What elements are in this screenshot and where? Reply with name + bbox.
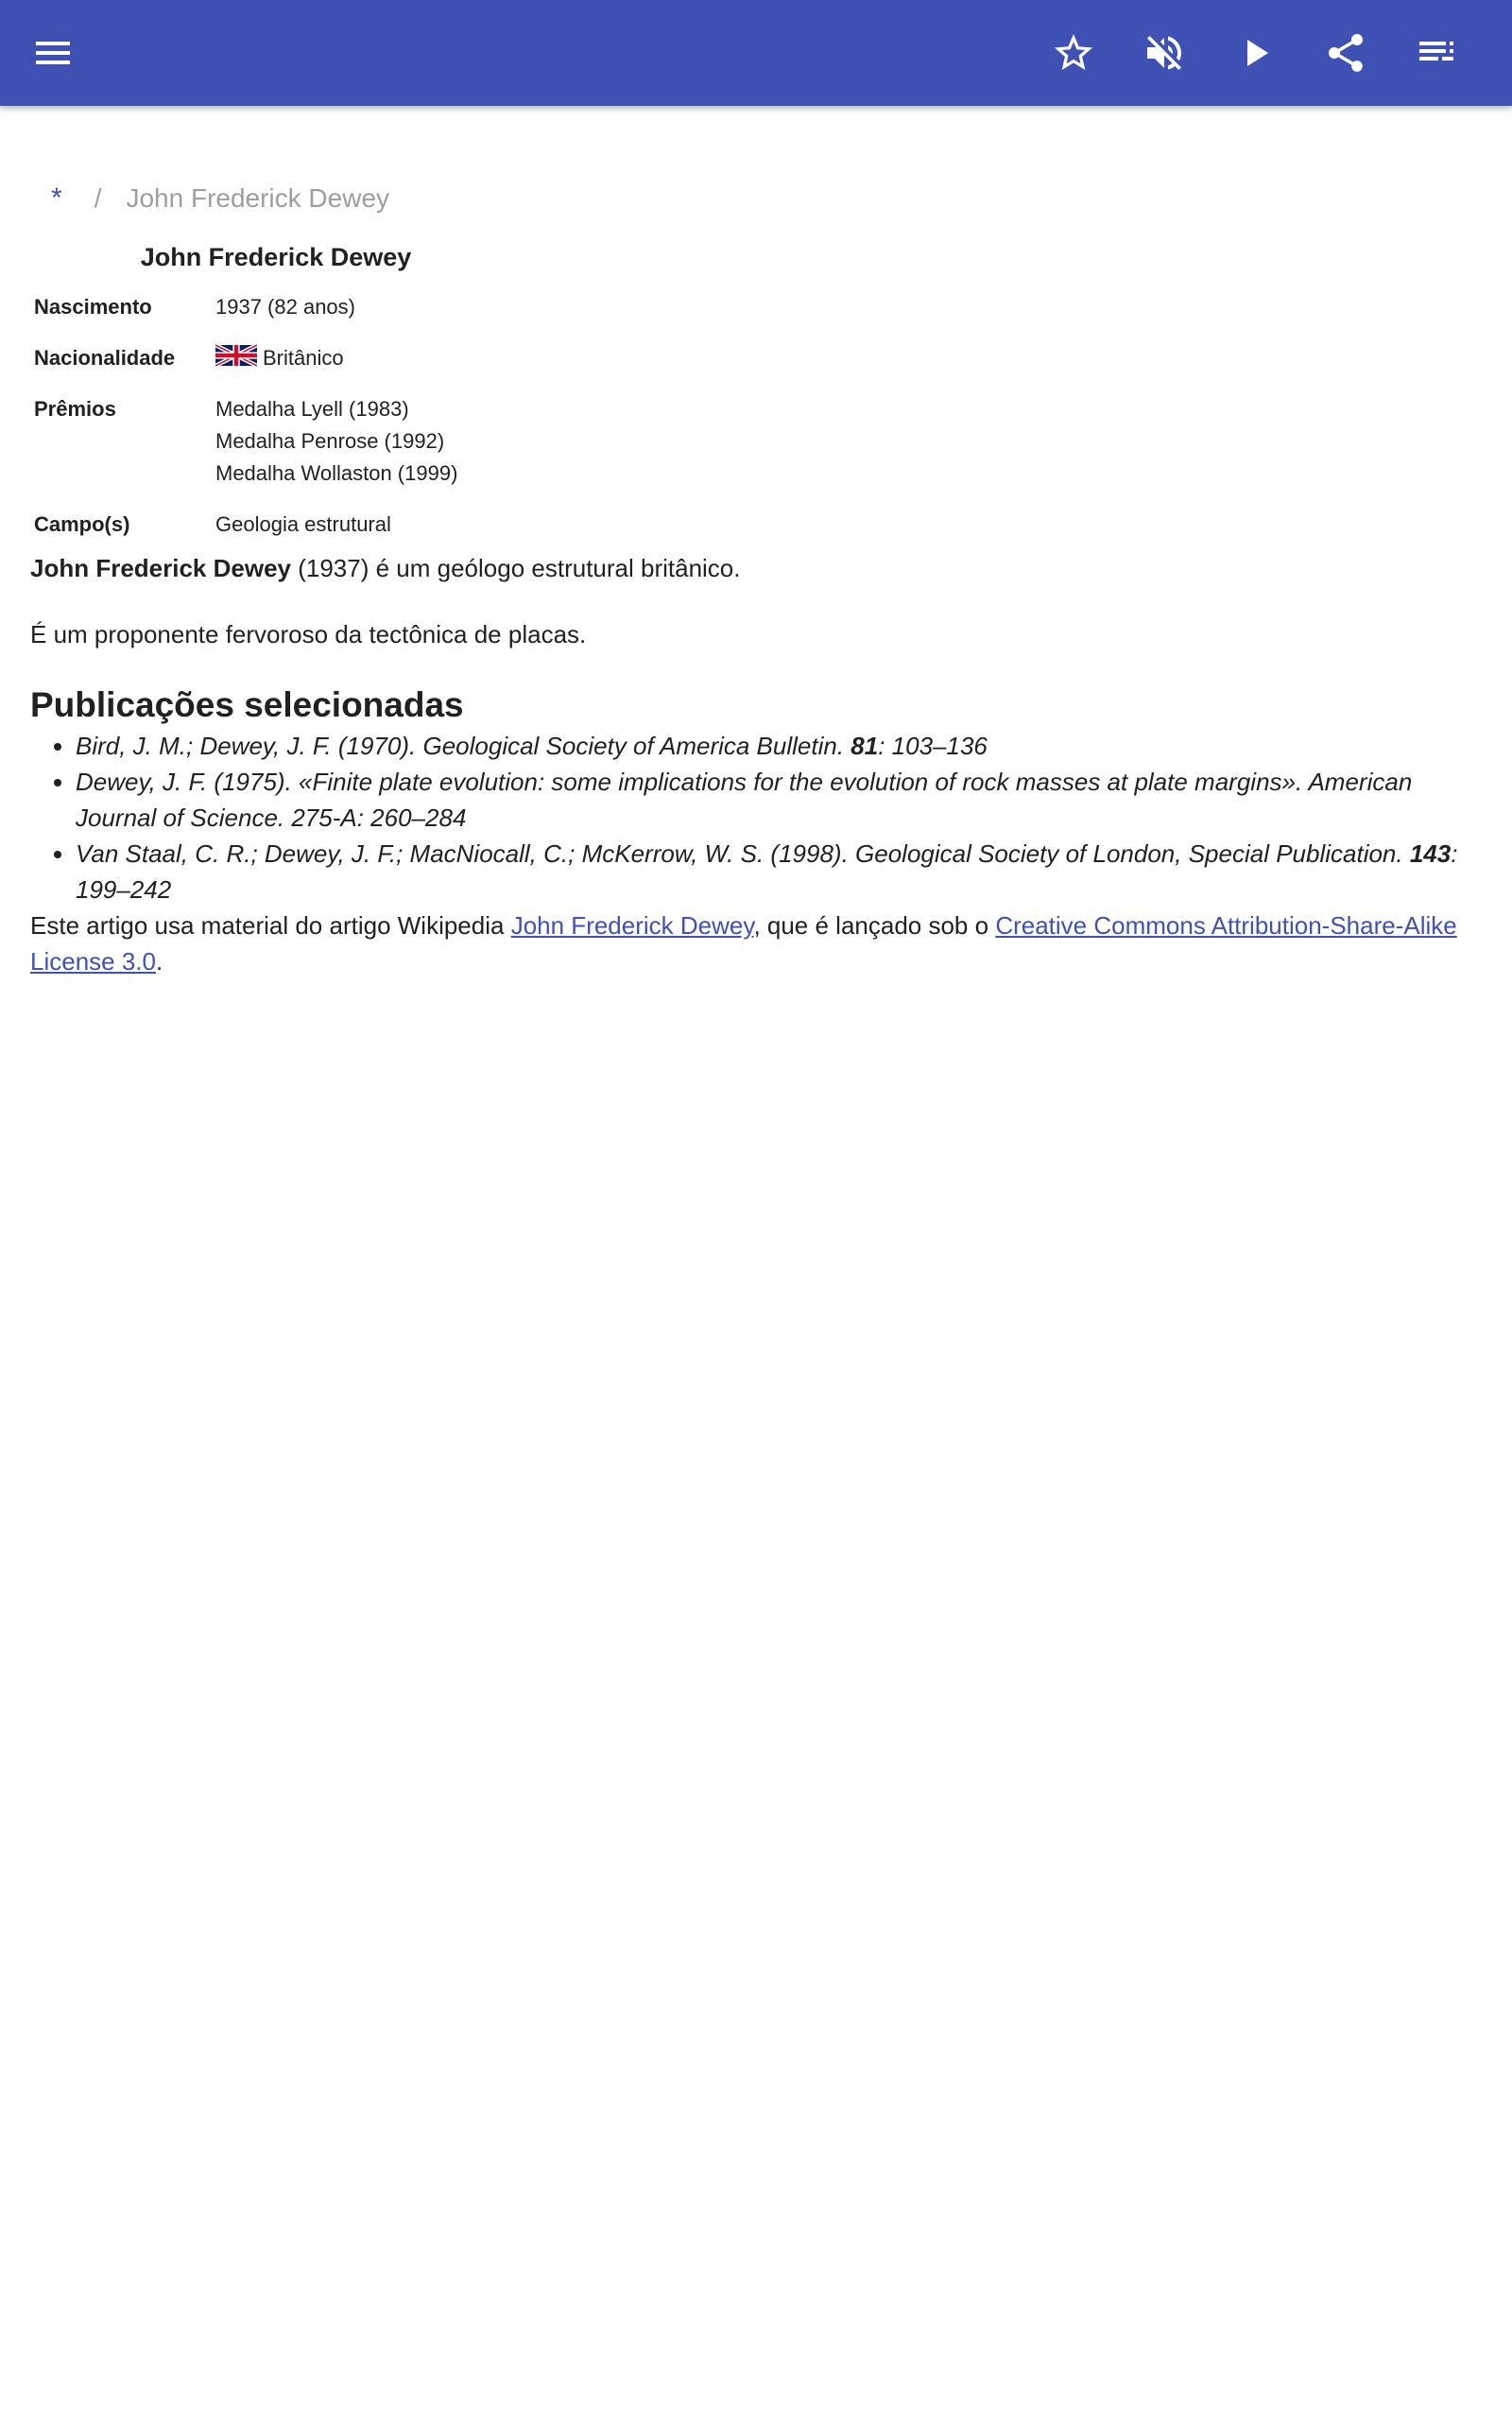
mute-button[interactable] [1126,15,1202,91]
award-item: Medalha Penrose (1992) [215,429,445,453]
breadcrumb [51,168,389,229]
publication-volume: 143 [1409,839,1452,868]
menu-icon [30,30,76,76]
publication-pages: : 199–242 [76,839,1458,904]
infobox-row-field [30,501,522,552]
play-icon [1232,30,1278,76]
play-button[interactable] [1217,15,1293,91]
breadcrumb-separator: / [94,183,102,213]
infobox-row-nationality [30,335,522,386]
infobox-value [215,342,522,374]
infobox-row-awards [30,386,522,501]
attribution-text: Este artigo usa material do artigo Wikipedia [30,911,511,940]
share-icon [1323,30,1368,76]
infobox-label: Nacionalidade [34,346,176,370]
list-item [76,836,1482,908]
wikipedia-article-link[interactable]: John Frederick Dewey [510,911,754,940]
share-button[interactable] [1308,15,1383,91]
paragraph: É um proponente fervoroso da tectônica de placas. [30,620,587,648]
star-outline-icon [1051,30,1096,76]
publications-list [30,728,1482,908]
infobox-label: Campo(s) [34,512,130,536]
infobox-title: John Frederick Dewey [140,243,412,271]
infobox [30,238,522,552]
section-heading-publications: Publicações selecionadas [30,685,464,724]
infobox-row-birth [30,284,522,335]
playlist-icon [1414,30,1459,76]
attribution-note [30,908,1482,979]
award-item: Medalha Wollaston (1999) [215,461,458,485]
attribution-text: . [155,947,163,976]
infobox-value: Geologia estrutural [215,512,391,536]
publication-text: Bird, J. M.; Dewey, J. F. (1970). Geological Society of America Bulletin. [76,732,851,760]
breadcrumb-home-link[interactable]: * [51,182,62,214]
favorite-button[interactable] [1036,15,1111,91]
lead-subject: John Frederick Dewey [30,554,291,582]
infobox-value [215,393,522,490]
volume-off-icon [1142,30,1187,76]
menu-button[interactable] [15,15,91,91]
contents-button[interactable] [1399,15,1474,91]
breadcrumb-current: John Frederick Dewey [126,183,390,213]
article-body [30,550,1482,1010]
lead-paragraph [30,550,1482,586]
award-item: Medalha Lyell (1983) [215,397,409,421]
list-item [76,764,1482,836]
uk-flag-icon [215,344,257,367]
nationality-text: Britânico [263,346,344,370]
infobox-value: 1937 (82 anos) [215,295,355,319]
lead-text: (1937) é um geólogo estrutural britânico. [291,554,741,582]
license-link[interactable]: Creative Commons Attribution-Share-Alike License 3.0 [30,911,1457,976]
publication-volume: 81 [850,732,879,760]
publication-text: Van Staal, C. R.; Dewey, J. F.; MacNiocall, C.; McKerrow, W. S. (1998). Geological Society of London, Special Publication. [76,839,1410,868]
attribution-text: , que é lançado sob o [753,911,996,940]
publication-text: Dewey, J. F. (1975). «Finite plate evolution: some implications for the evolution of rock masses at plate margins». American Journal of Science. 275-A: 260–284 [76,768,1413,832]
list-item [76,728,1482,764]
infobox-label: Prêmios [34,397,116,421]
app-bar [0,0,1512,106]
publication-pages: : 103–136 [878,732,988,760]
infobox-label: Nascimento [34,295,152,319]
